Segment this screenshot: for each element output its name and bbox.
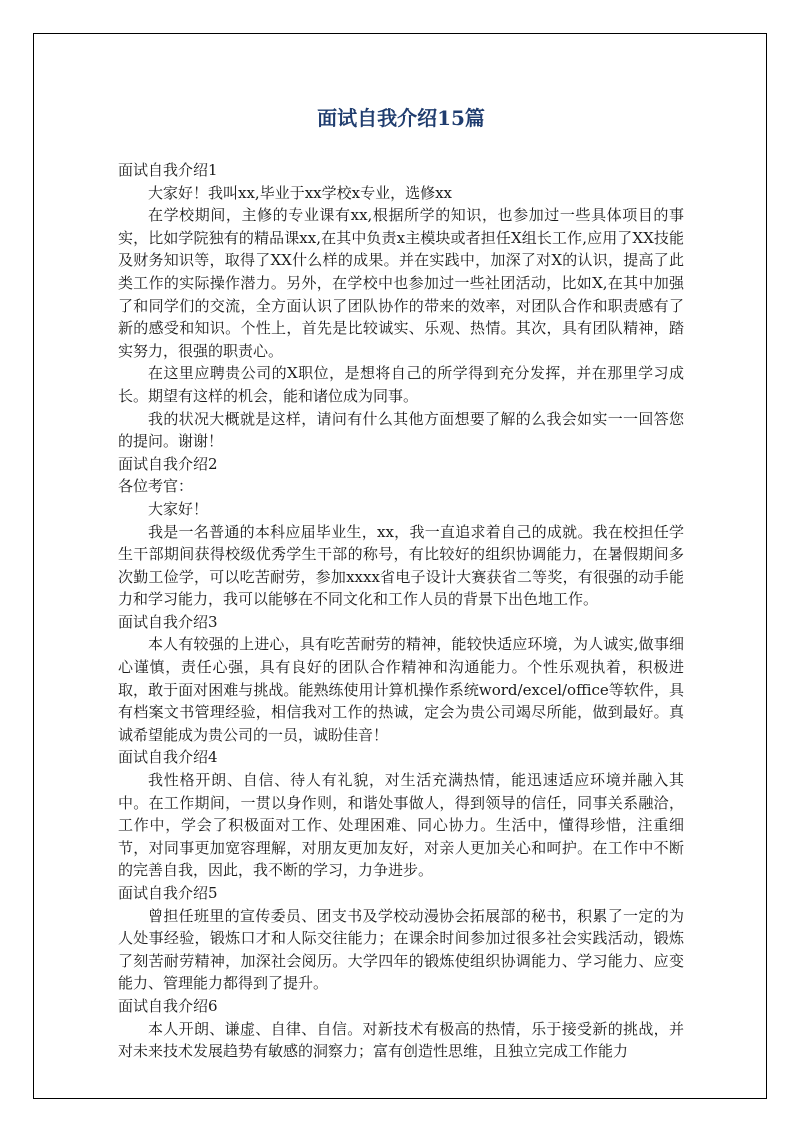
section-heading: 面试自我介绍1 [118,161,218,179]
paragraph: 本人开朗、谦虚、自律、自信。对新技术有极高的热情，乐于接受新的挑战，并对未来技术发展趋势有敏感的洞察力；富有创造性思维，且独立完成工作能力 [118,1019,684,1061]
section-heading: 面试自我介绍3 [118,612,218,631]
section-2 [118,453,684,611]
paragraph: 本人有较强的上进心，具有吃苦耐劳的精神，能较快适应环境，为人诚实,做事细心谨慎，责任心强，具有良好的团队合作精神和沟通能力。个性乐观执着，积极进取，敢于面对困难与挑战。能熟练使用计算机操作系统word/excel/office等软件，具有档案文书管理经验，相信我对工作的热诚，定会为贵公司竭尽所能，做到最好。真诚希望能成为贵公司的一员，诚盼佳音！ [118,635,684,744]
document-title: 面试自我介绍15篇 [317,106,485,130]
paragraph: 大家好！我叫xx,毕业于xx学校x专业，选修xx [148,183,452,202]
paragraph: 大家好！ [148,499,209,518]
section-1 [118,159,684,453]
paragraph: 曾担任班里的宣传委员、团支书及学校动漫协会拓展部的秘书，积累了一定的为人处事经验，锻炼口才和人际交往能力；在课余时间参加过很多社会实践活动，锻炼了刻苦耐劳精神，加深社会阅历。大学四年的锻炼使组织协调能力、学习能力、应变能力、管理能力都得到了提升。 [118,906,684,993]
salutation: 各位考官： [118,477,194,496]
section-6 [118,995,684,1063]
paragraph: 我性格开朗、自信、待人有礼貌，对生活充满热情，能迅速适应环境并融入其中。在工作期间，一贯以身作则，和谐处事做人，得到领导的信任，同事关系融洽，工作中，学会了积极面对工作、处理困难、同心协力。生活中，懂得珍惜，注重细节，对同事更加宽容理解，对朋友更加友好，对亲人更加关心和呵护。在工作中不断的完善自我，因此，我不断的学习，力争进步。 [118,771,684,880]
section-heading: 面试自我介绍2 [118,454,218,473]
section-heading: 面试自我介绍4 [118,748,218,767]
paragraph: 我的状况大概就是这样，请问有什么其他方面想要了解的么我会如实一一回答您的提问。谢谢！ [118,409,684,451]
section-4 [118,746,684,882]
document-body [118,104,684,1063]
section-5 [118,882,684,995]
paragraph: 在学校期间，主修的专业课有xx,根据所学的知识，也参加过一些具体项目的事实，比如学院独有的精品课xx,在其中负责x主模块或者担任X组长工作,应用了XX技能及财务知识等，取得了XX什么样的成果。并在实践中，加深了对X的认识，提高了此类工作的实际操作潜力。另外，在学校中也参加过一些社团活动，比如X,在其中加强了和同学们的交流，全方面认识了团队协作的带来的效率，对团队合作和职责感有了新的感受和知识。个性上，首先是比较诚实、乐观、热情。其次，具有团队精神，踏实努力，很强的职责心。 [118,206,684,360]
paragraph: 在这里应聘贵公司的X职位，是想将自己的所学得到充分发挥，并在那里学习成长。期望有这样的机会，能和诸位成为同事。 [118,364,684,405]
paragraph: 我是一名普通的本科应届毕业生，xx，我一直追求着自己的成就。我在校担任学生干部期间获得校级优秀学生干部的称号，有比较好的组织协调能力，在暑假期间多次勤工俭学，可以吃苦耐劳，参加xxxx省电子设计大赛获省二等奖，有很强的动手能力和学习能力，我可以能够在不同文化和工作人员的背景下出色地工作。 [118,522,684,609]
section-heading: 面试自我介绍5 [118,884,218,902]
section-heading: 面试自我介绍6 [118,996,218,1015]
section-3 [118,611,684,747]
